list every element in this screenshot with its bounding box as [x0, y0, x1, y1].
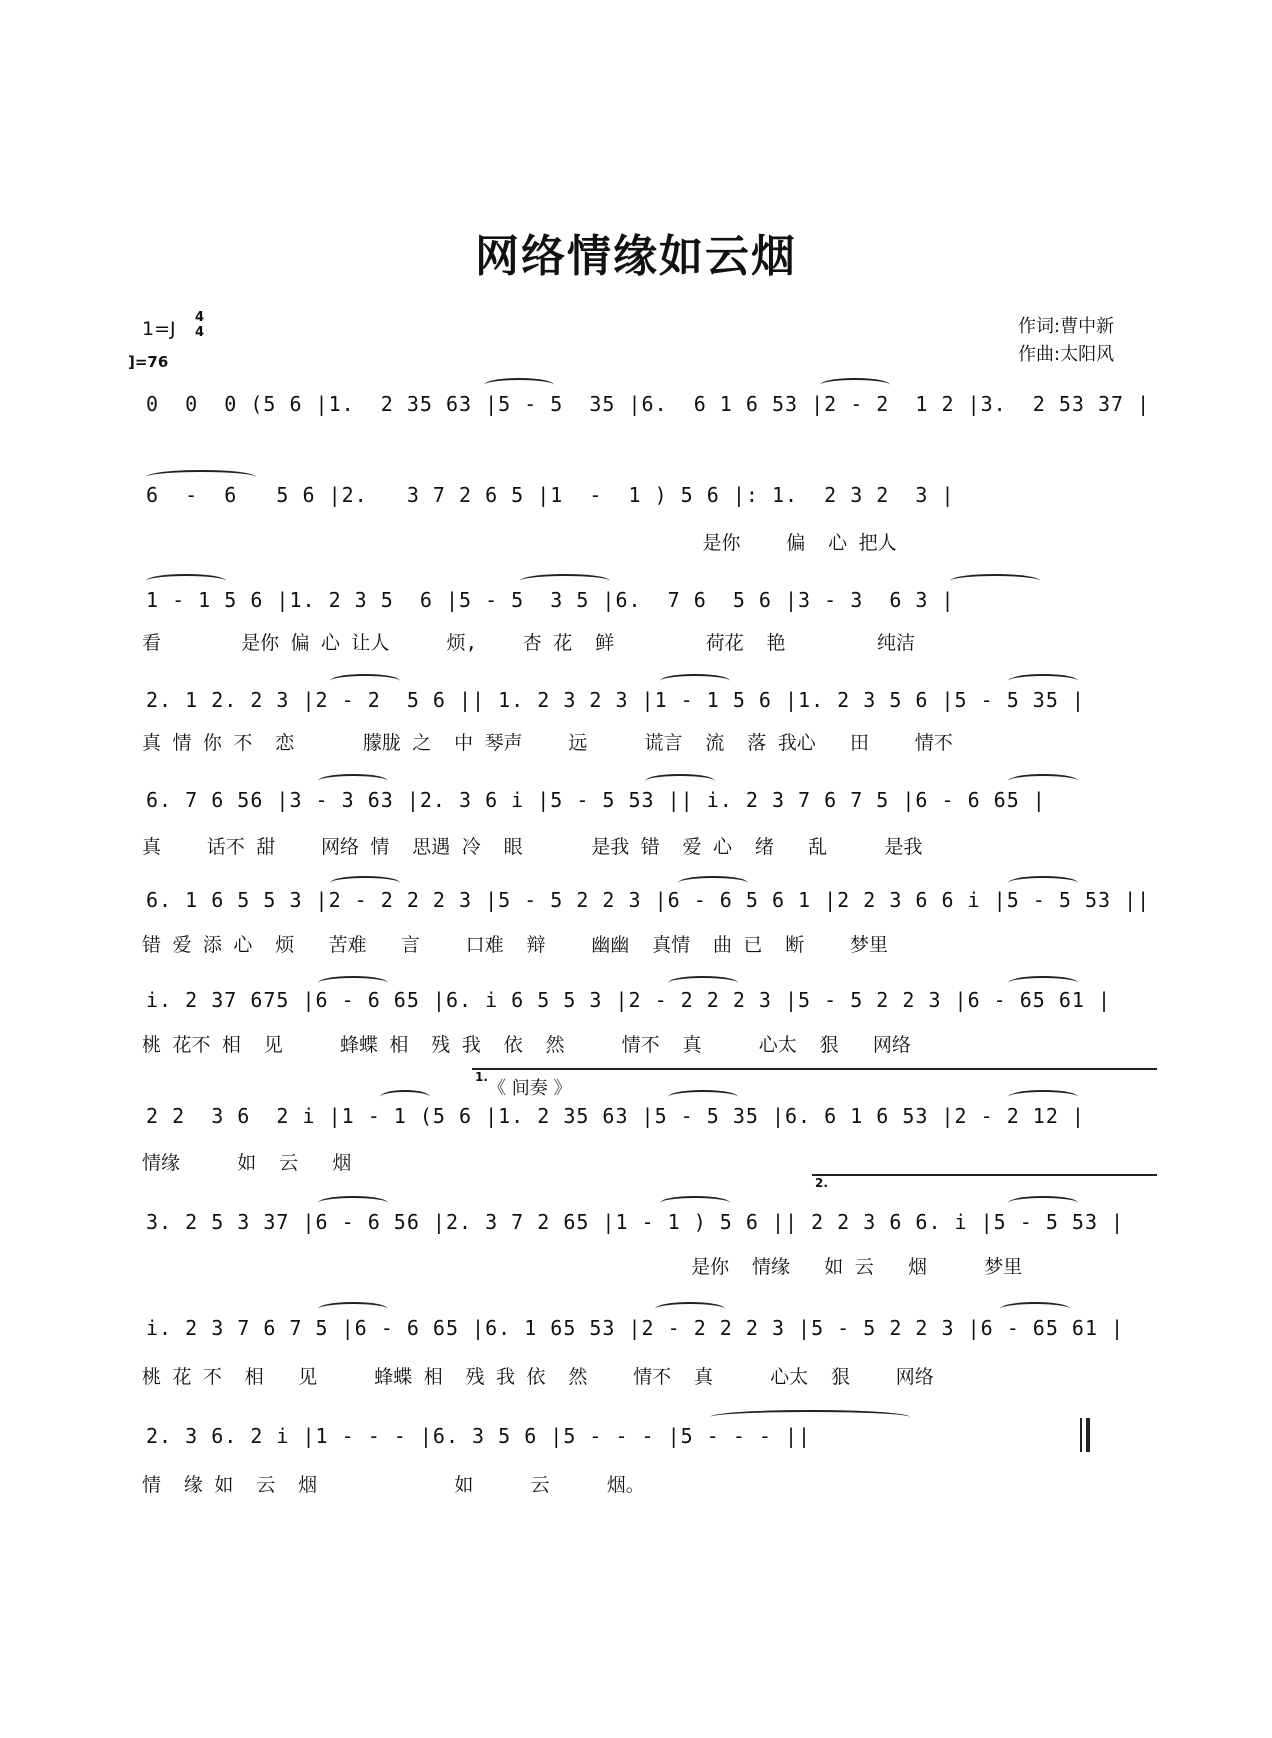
tie-arc	[1008, 774, 1078, 788]
lyrics-line-11: 情 缘 如 云 烟 如 云 烟。	[142, 1474, 645, 1496]
composer-credit: 作曲:太阳风	[1018, 344, 1115, 365]
tie-arc	[330, 674, 400, 688]
time-signature-top: 4	[195, 310, 205, 325]
lyrics-line-3: 看 是你 偏 心 让人 烦, 杏 花 鲜 荷花 艳 纯洁	[142, 632, 915, 654]
key-signature: 1=J	[142, 318, 176, 340]
tempo-marking: ]=76	[128, 353, 169, 371]
tie-arc	[318, 774, 388, 788]
notation-line-3: 1 - 1 5 6 |1. 2 3 5 6 |5 - 5 3 5 |6. 7 6 5 6 |3 - 3 6 3 |	[146, 588, 955, 612]
lyricist-credit: 作词:曹中新	[1018, 316, 1115, 337]
tie-arc	[645, 774, 715, 788]
tie-arc	[668, 976, 738, 990]
lyrics-line-10: 桃 花 不 相 见 蜂蝶 相 残 我 依 然 情不 真 心太 狠 网络	[142, 1366, 934, 1388]
tie-arc	[710, 1410, 910, 1424]
notation-line-10: i. 2 3 7 6 7 5 |6 - 6 65 |6. 1 65 53 |2 - 2 2 2 3 |5 - 5 2 2 3 |6 - 65 61 |	[146, 1316, 1125, 1340]
final-barline-thick	[1086, 1418, 1090, 1452]
tie-arc	[484, 378, 554, 392]
tie-arc	[655, 1302, 725, 1316]
tie-arc	[380, 1090, 430, 1104]
tie-arc	[668, 1090, 738, 1104]
lyrics-line-7: 桃 花不 相 见 蜂蝶 相 残 我 依 然 情不 真 心太 狠 网络	[142, 1034, 911, 1056]
notation-line-6: 6. 1 6 5 5 3 |2 - 2 2 2 3 |5 - 5 2 2 3 |6 - 6 5 6 1 |2 2 3 6 6 i |5 - 5 53 ||	[146, 888, 1151, 912]
lyrics-line-5: 真 话不 甜 网络 情 思遇 冷 眼 是我 错 爱 心 绪 乱 是我	[142, 836, 923, 858]
volta-2-label: 2.	[815, 1176, 828, 1190]
tie-arc	[318, 1196, 388, 1210]
tie-arc	[660, 674, 730, 688]
lyrics-line-2: 是你 偏 心 把人	[142, 532, 897, 554]
volta-1-bracket	[472, 1068, 1157, 1070]
volta-1-label: 1.	[475, 1070, 488, 1084]
tie-arc	[1008, 876, 1078, 890]
tie-arc	[520, 574, 610, 588]
notation-line-2: 6 - 6 5 6 |2. 3 7 2 6 5 |1 - 1 ) 5 6 |: 1. 2 3 2 3 |	[146, 483, 955, 507]
tie-arc	[1008, 976, 1078, 990]
notation-line-7: i. 2 37 675 |6 - 6 65 |6. i 6 5 5 3 |2 - 2 2 2 3 |5 - 5 2 2 3 |6 - 65 61 |	[146, 988, 1112, 1012]
tie-arc	[678, 876, 748, 890]
volta-2-bracket	[812, 1174, 1157, 1176]
tie-arc	[820, 378, 890, 392]
interlude-label: 《 间奏 》	[488, 1078, 572, 1099]
lyrics-line-6: 错 爱 添 心 烦 苦难 言 口难 辩 幽幽 真情 曲 已 断 梦里	[142, 934, 889, 956]
tie-arc	[950, 574, 1040, 588]
tie-arc	[1000, 1302, 1070, 1316]
tie-arc	[330, 876, 400, 890]
notation-line-4: 2. 1 2. 2 3 |2 - 2 5 6 || 1. 2 3 2 3 |1 - 1 5 6 |1. 2 3 5 6 |5 - 5 35 |	[146, 688, 1085, 712]
tie-arc	[318, 1302, 388, 1316]
tie-arc	[146, 470, 256, 484]
time-signature	[195, 310, 204, 340]
notation-line-5: 6. 7 6 56 |3 - 3 63 |2. 3 6 i |5 - 5 53 || i. 2 3 7 6 7 5 |6 - 6 65 |	[146, 788, 1046, 812]
tie-arc	[146, 574, 226, 588]
lyrics-line-9: 是你 情缘 如 云 烟 梦里	[142, 1256, 1023, 1278]
tie-arc	[1008, 1196, 1078, 1210]
song-title: 网络情缘如云烟	[475, 231, 797, 282]
tie-arc	[1008, 674, 1078, 688]
notation-line-9: 3. 2 5 3 37 |6 - 6 56 |2. 3 7 2 65 |1 - 1 ) 5 6 || 2 2 3 6 6. i |5 - 5 53 |	[146, 1210, 1125, 1234]
lyrics-line-8: 情缘 如 云 烟	[142, 1152, 352, 1174]
tie-arc	[1008, 1090, 1078, 1104]
time-signature-bottom: 4	[195, 325, 205, 340]
notation-line-11: 2. 3 6. 2 i |1 - - - |6. 3 5 6 |5 - - - |5 - - - ||	[146, 1424, 812, 1448]
final-barline-thin	[1080, 1418, 1082, 1452]
tie-arc	[660, 1196, 730, 1210]
notation-line-1: 0 0 0 (5 6 |1. 2 35 63 |5 - 5 35 |6. 6 1 6 53 |2 - 2 1 2 |3. 2 53 37 |	[146, 392, 1151, 416]
notation-line-8: 2 2 3 6 2 i |1 - 1 (5 6 |1. 2 35 63 |5 - 5 35 |6. 6 1 6 53 |2 - 2 12 |	[146, 1104, 1085, 1128]
tie-arc	[318, 976, 388, 990]
lyrics-line-4: 真 情 你 不 恋 朦胧 之 中 琴声 远 谎言 流 落 我心 田 情不	[142, 732, 953, 754]
